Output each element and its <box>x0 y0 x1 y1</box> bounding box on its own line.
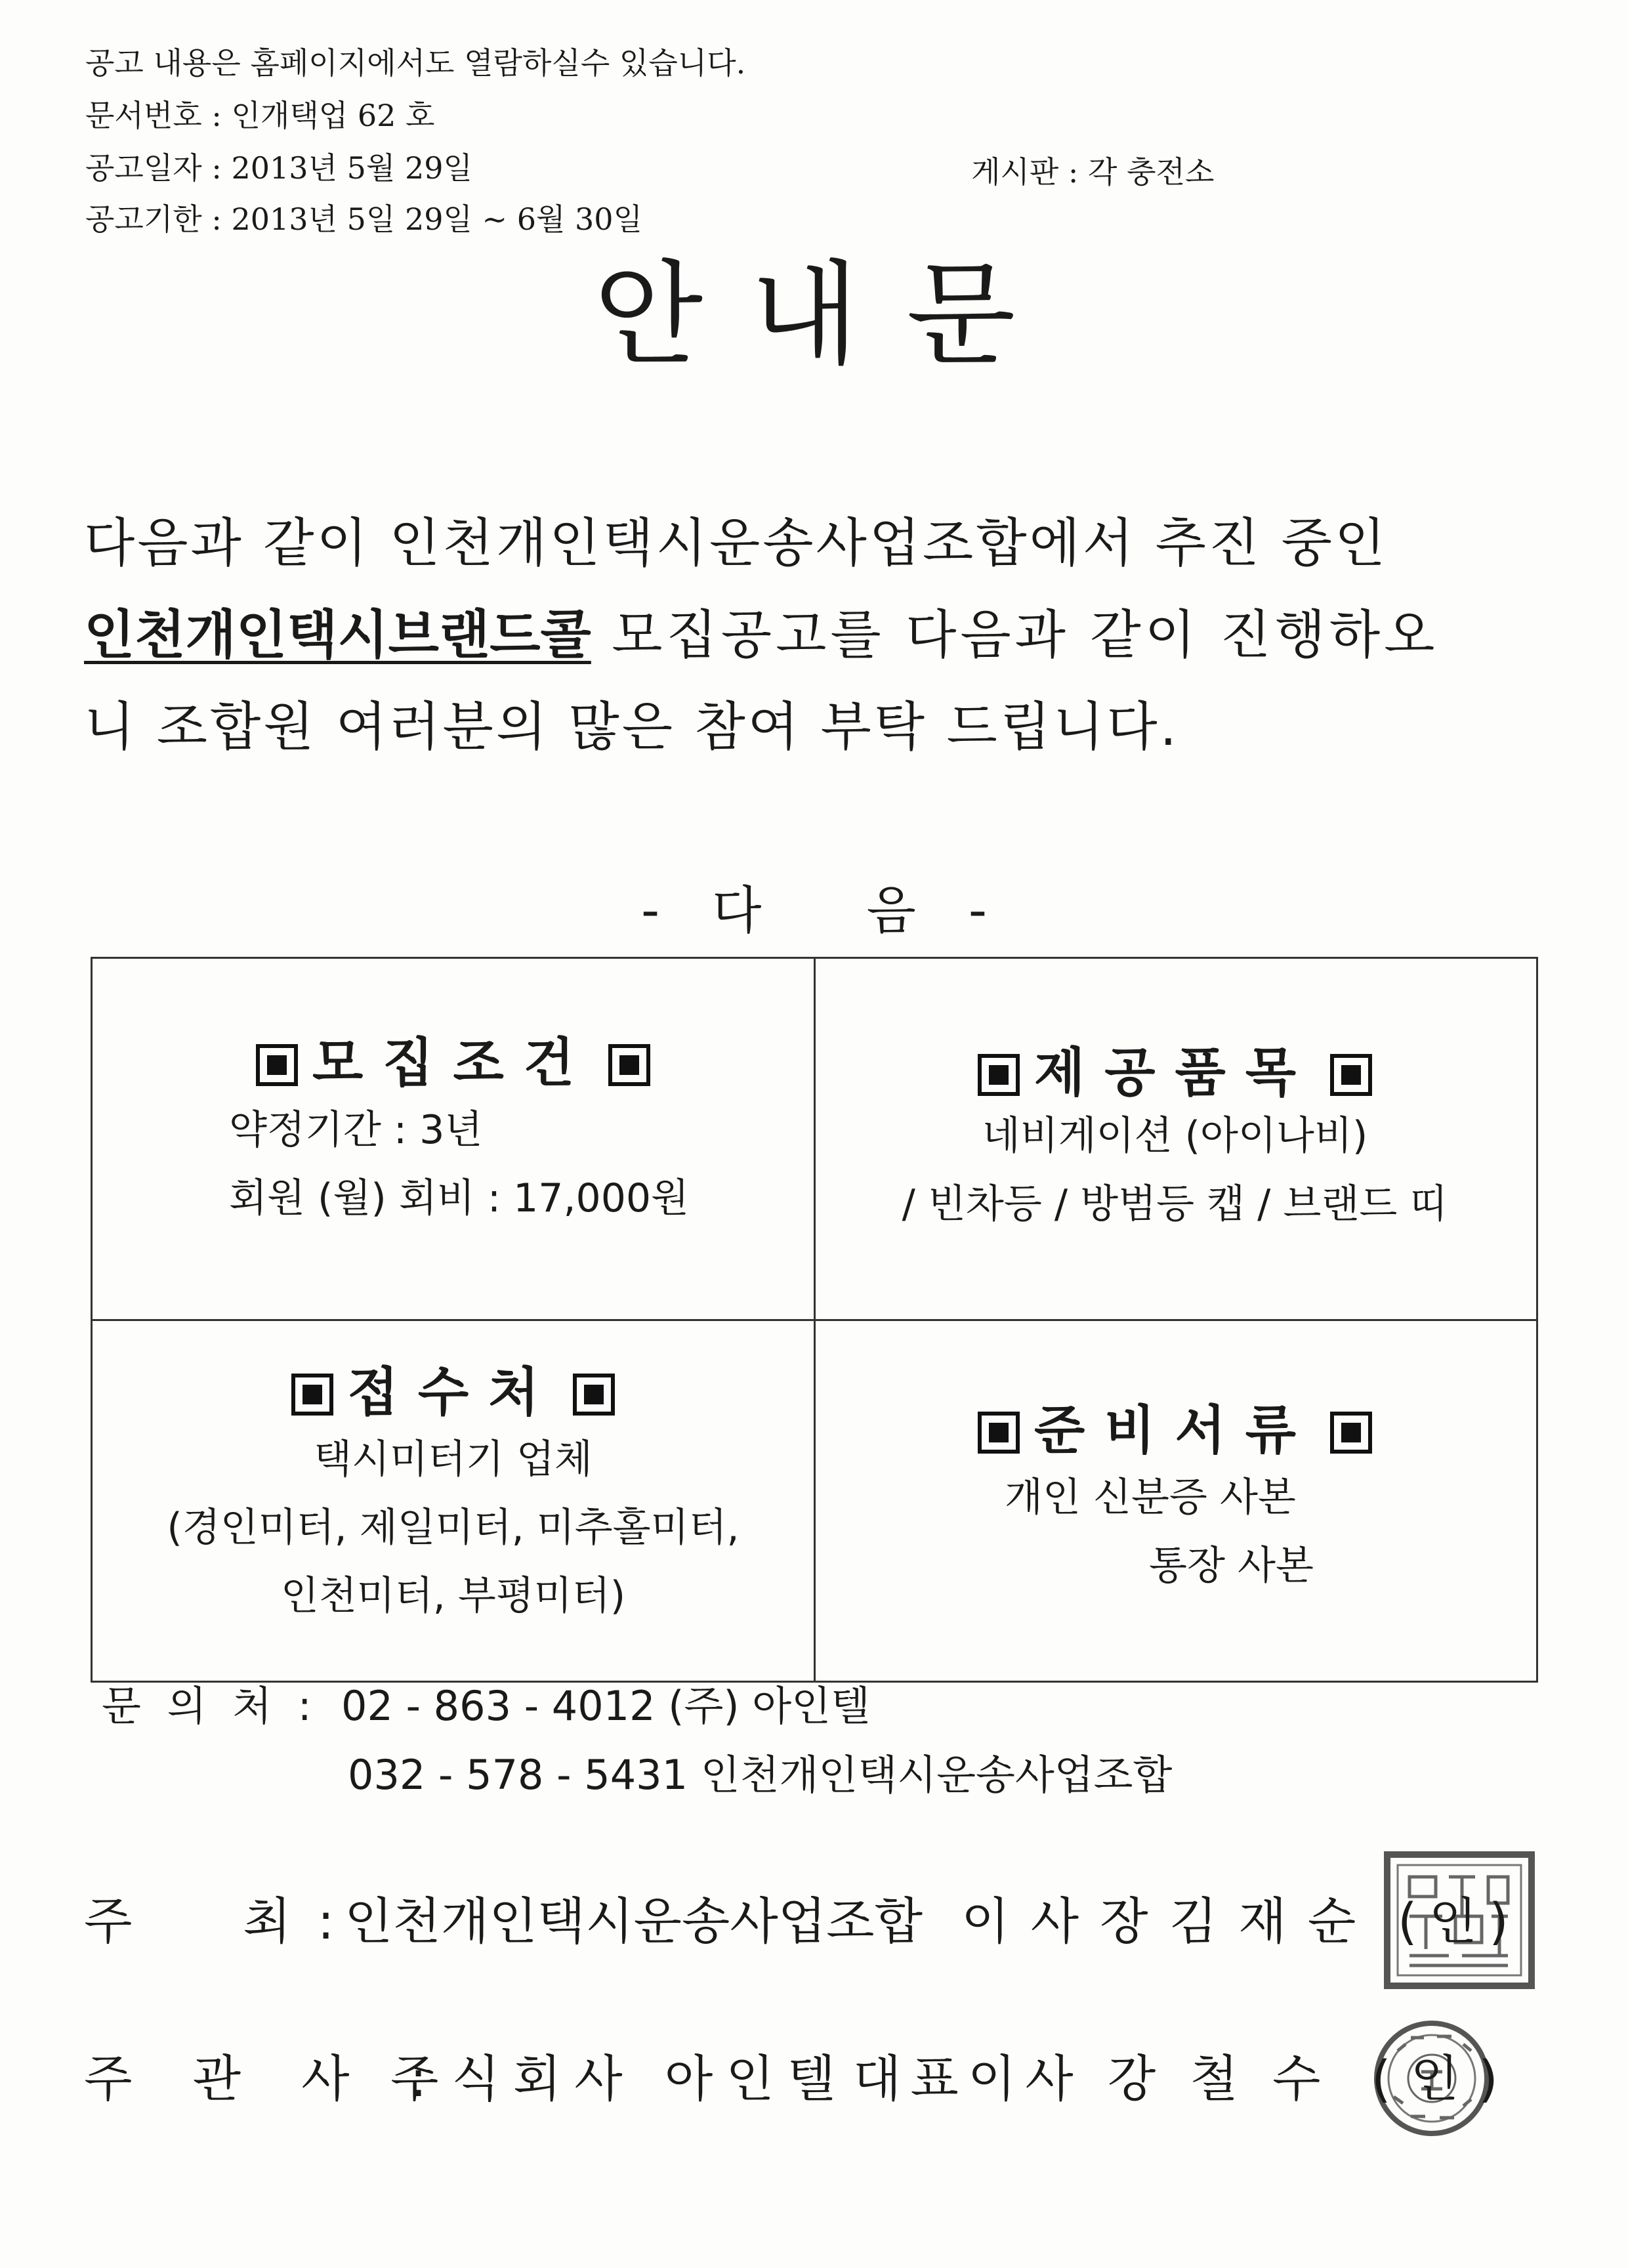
reception-line-3: 인천미터, 부평미터) <box>280 1573 626 1619</box>
heading-char-1: 다 <box>712 881 762 940</box>
square-bullet-icon <box>1330 1412 1372 1454</box>
square-bullet-icon <box>291 1374 333 1416</box>
host-label: 주 최 : <box>84 1892 340 1950</box>
heading-dash-left: - <box>640 881 660 940</box>
conditions-lines <box>93 1096 814 1232</box>
items-line-2: / 빈차등 / 방범등 캡 / 브랜드 띠 <box>902 1181 1448 1227</box>
heading-dash-right: - <box>968 881 988 940</box>
reception-title: 접수처 <box>93 1360 814 1425</box>
items-section <box>816 1040 1534 1238</box>
notice-period-value: 2013년 5일 29일 ~ 6월 30일 <box>231 201 642 237</box>
monthly-fee: 회원 (월) 회비 : 17,000원 <box>229 1175 690 1221</box>
square-bullet-icon <box>978 1412 1020 1454</box>
notice-date-value: 2013년 5월 29일 <box>231 150 472 186</box>
notice-date <box>85 151 472 185</box>
reception-line-2: (경인미터, 제일미터, 미추홀미터, <box>167 1505 740 1551</box>
host-title-name: 이 사 장 김 재 순 <box>961 1892 1359 1950</box>
table-divider-horizontal <box>91 1319 1538 1321</box>
documents-line-2: 통장 사본 <box>1149 1543 1314 1589</box>
contact-phone-2: 032 - 578 - 5431 인천개인택시운송사업조합 <box>348 1751 1173 1799</box>
intro-line-2-rest: 모집공고를 다음과 같이 진행하오 <box>591 604 1439 665</box>
document-number <box>85 98 434 133</box>
intro-line-2 <box>84 602 1438 668</box>
brand-name: 인천개인택시브랜드콜 <box>84 604 591 665</box>
contact-label: 문 의 처 : <box>102 1682 318 1730</box>
bulletin-board: 게시판 : 각 충전소 <box>971 154 1215 190</box>
documents-line-1: 개인 신분증 사본 <box>1005 1475 1296 1521</box>
intro-line-1: 다음과 같이 인천개인택시운송사업조합에서 추진 중인 <box>84 513 1388 574</box>
square-bullet-icon <box>608 1044 650 1086</box>
square-bullet-icon <box>256 1044 298 1086</box>
contract-period: 약정기간 : 3년 <box>229 1107 483 1153</box>
intro-line-3: 니 조합원 여러분의 많은 참여 부탁 드립니다. <box>84 696 1180 757</box>
square-bullet-icon <box>1330 1054 1372 1096</box>
reception-section <box>93 1360 814 1630</box>
items-line-1: 네비게이션 (아이나비) <box>982 1113 1368 1159</box>
square-bullet-icon <box>573 1374 615 1416</box>
conditions-section <box>93 1030 814 1232</box>
organizer-title-name: 대표이사 강 철 수 <box>853 2049 1330 2108</box>
square-bullet-icon <box>978 1054 1020 1096</box>
documents-section <box>816 1398 1534 1600</box>
conditions-title: 모집조건 <box>93 1030 814 1096</box>
notice-period <box>85 202 642 236</box>
notice-note: 공고 내용은 홈페이지에서도 열람하실수 있습니다. <box>85 45 746 81</box>
items-title: 제공품목 <box>816 1040 1534 1106</box>
documents-title: 준비서류 <box>816 1398 1534 1463</box>
reception-line-1: 택시미터기 업체 <box>314 1437 593 1482</box>
organizer-org: 주식회사 아인텔 <box>390 2049 849 2108</box>
contact-phone-1: 02 - 863 - 4012 (주) 아인텔 <box>341 1682 870 1730</box>
organizer-seal-mark: (인) <box>1371 2049 1518 2108</box>
notice-date-label: 공고일자 : <box>85 150 232 186</box>
details-heading <box>0 870 1628 943</box>
heading-char-2: 음 <box>866 881 916 940</box>
host-org: 인천개인택시운송사업조합 <box>344 1892 923 1950</box>
host-seal-mark: (인) <box>1398 1892 1520 1950</box>
page-title: 안내문 <box>594 249 1063 381</box>
notice-period-label: 공고기한 : <box>85 201 232 237</box>
document-number-label: 문서번호 : <box>85 98 232 133</box>
document-number-value: 인개택업 62 호 <box>231 98 435 133</box>
organizer-label: 주 관 사 : <box>84 2049 449 2108</box>
